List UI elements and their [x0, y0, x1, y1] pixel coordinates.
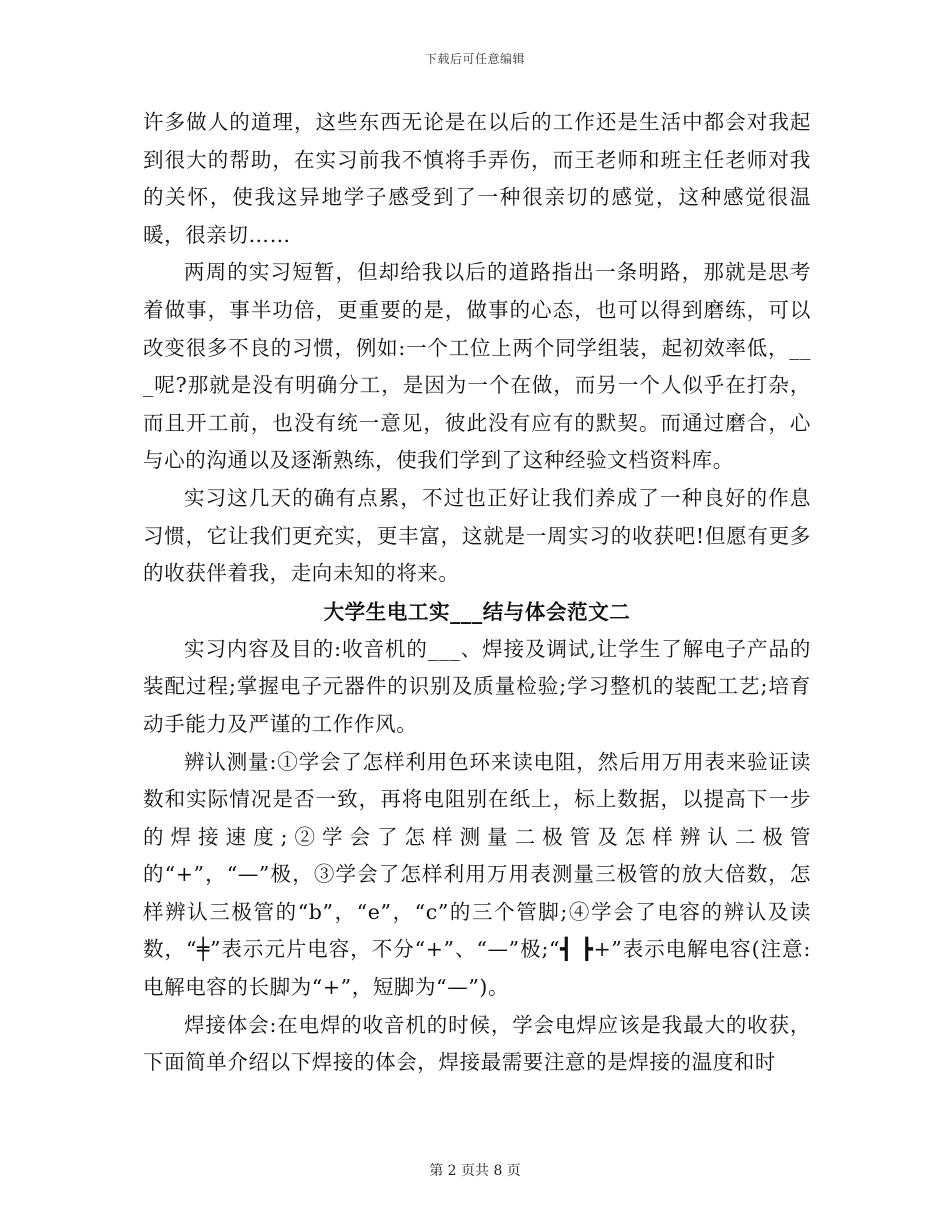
- paragraph-1: 许多做人的道理，这些东西无论是在以后的工作还是生活中都会对我起到很大的帮助，在实习前我不慎将手弄伤，而王老师和班主任老师对我的关怀，使我这异地学子感受到了一种很亲切的感觉，这种感觉很温暖，很亲切……: [143, 110, 811, 247]
- paragraph-6: 焊接体会:在电焊的收音机的时候，学会电焊应该是我最大的收获，下面简单介绍以下焊接的体会，焊接最需要注意的是焊接的温度和时: [143, 1012, 811, 1075]
- paragraph-2: 两周的实习短暂，但却给我以后的道路指出一条明路，那就是思考着做事，事半功倍，更重要的是，做事的心态，也可以得到磨练，可以改变很多不良的习惯，例如:一个工位上两个同学组装，起初效率低，___呢?那就是没有明确分工，是因为一个在做，而另一个人似乎在打杂，而且开工前，也没有统一意见，彼此没有应有的默契。而通过磨合，心与心的沟通以及逐渐熟练，使我们学到了这种经验文档资料库。: [143, 260, 811, 473]
- page-header: 下载后可任意编辑: [424, 52, 525, 66]
- paragraph-4: 实习内容及目的:收音机的___、焊接及调试,让学生了解电子产品的装配过程;掌握电子元器件的识别及质量检验;学习整机的装配工艺;培育动手能力及严谨的工作作风。: [143, 636, 811, 736]
- paragraph-5: 辨认测量:①学会了怎样利用色环来读电阻，然后用万用表来验证读数和实际情况是否一致，再将电阻别在纸上，标上数据，以提高下一步的焊接速度;②学会了怎样测量二极管及怎样辨认二极管的“+”，“—”极，③学会了怎样利用万用表测量三极管的放大倍数，怎样辨认三极管的“b”，“e”，“c”的三个管脚;④学会了电容的辨认及读数，“╪”表示元片电容，不分“+”、“—”极;“┫ ┣+”表示电解电容(注意:电解电容的长脚为“+”，短脚为“—”)。: [143, 749, 811, 1000]
- paragraph-3: 实习这几天的确有点累，不过也正好让我们养成了一种良好的作息习惯，它让我们更充实，更丰富，这就是一周实习的收获吧!但愿有更多的收获伴着我，走向未知的将来。: [143, 485, 811, 586]
- section-heading: 大学生电工实___结与体会范文二: [323, 599, 631, 624]
- page-footer: 第 2 页共 8 页: [429, 1163, 521, 1179]
- document-body: [143, 104, 811, 1082]
